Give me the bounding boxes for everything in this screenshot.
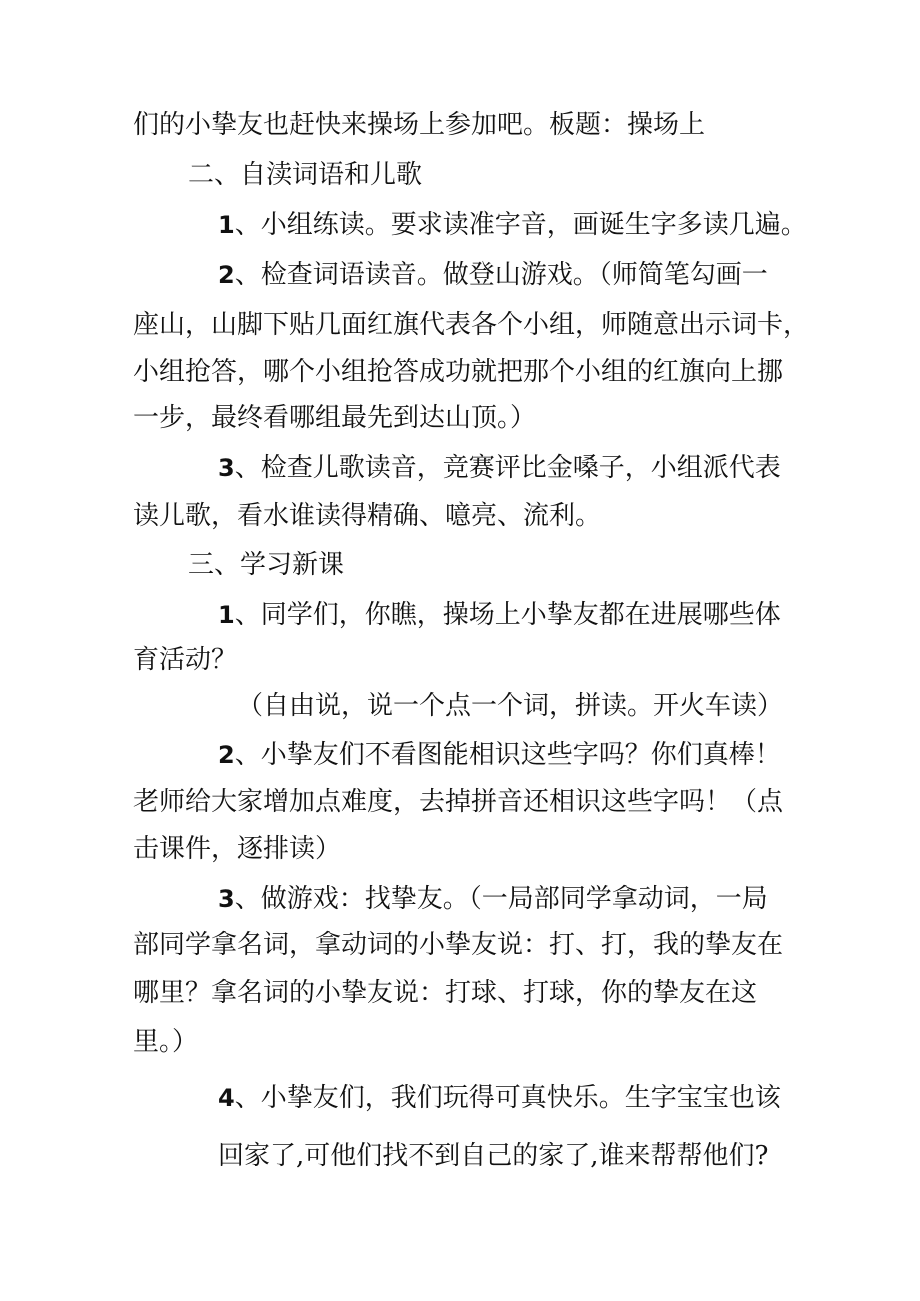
line-text: 读儿歌，看水谁读得精确、噫亮、流利。 xyxy=(133,501,602,531)
line-text: 小组抢答，哪个小组抢答成功就把那个小组的红旗向上挪 xyxy=(133,357,784,387)
line-text: 里。） xyxy=(133,1027,199,1057)
text-line xyxy=(133,643,237,677)
line-text: 一步，最终看哪组最先到达山顶。） xyxy=(133,403,537,433)
line-text: 、检查儿歌读音，竞赛评比金嗓子，小组派代表 xyxy=(234,453,781,483)
item-number: 2 xyxy=(218,741,235,769)
text-line xyxy=(133,928,783,962)
text-line xyxy=(133,401,536,435)
text-line xyxy=(218,598,781,632)
item-number: 4 xyxy=(218,1084,235,1112)
line-text: 育活动？ xyxy=(133,645,238,675)
item-number: 3 xyxy=(218,454,235,482)
text-line xyxy=(218,208,807,242)
text-line xyxy=(133,355,783,389)
text-line xyxy=(133,108,705,142)
text-line xyxy=(133,976,757,1010)
line-text: 哪里？拿名词的小挚友说：打球、打球，你的挚友在这 xyxy=(133,978,758,1008)
line-text: （自由说，说一个点一个词，拼读。开火车读） xyxy=(237,691,784,721)
line-text: 、做游戏：找挚友。（一局部同学拿动词，一局 xyxy=(234,884,768,914)
text-line xyxy=(133,832,341,866)
line-text: 、小挚友们，我们玩得可真快乐。生字宝宝也该 xyxy=(234,1083,781,1113)
line-text: 二、自渎词语和儿歌 xyxy=(188,160,423,190)
item-number: 2 xyxy=(218,261,235,289)
text-line xyxy=(218,1081,781,1115)
section-heading xyxy=(188,548,344,582)
text-line xyxy=(218,451,781,485)
line-text: 、小组练读。要求读准字音，画诞生字多读几遍。 xyxy=(234,210,807,240)
item-number: 1 xyxy=(218,211,235,239)
text-line xyxy=(237,689,783,723)
line-text: 回家了,可他们找不到自己的家了,谁来帮帮他们? xyxy=(218,1141,769,1171)
line-text: 部同学拿名词，拿动词的小挚友说：打、打，我的挚友在 xyxy=(133,930,784,960)
line-text: 老师给大家增加点难度，去掉拼音还相识这些字吗！（点 xyxy=(133,787,784,817)
item-number: 1 xyxy=(218,601,235,629)
text-line xyxy=(218,1139,768,1173)
text-line xyxy=(133,1025,198,1059)
line-text: 击课件，逐排读） xyxy=(133,834,342,864)
item-number: 3 xyxy=(218,885,235,913)
text-line xyxy=(133,499,601,533)
line-text: 、小挚友们不看图能相识这些字吗？你们真棒！ xyxy=(234,740,781,770)
line-text: 们的小挚友也赶快来操场上参加吧。板题：操场上 xyxy=(133,110,706,140)
text-line xyxy=(218,258,768,292)
text-line xyxy=(218,882,768,916)
section-heading xyxy=(188,158,422,192)
line-text: 、检查词语读音。做登山游戏。（师简笔勾画一 xyxy=(234,260,768,290)
line-text: 座山，山脚下贴几面红旗代表各个小组，师随意出示词卡， xyxy=(133,310,810,340)
text-line xyxy=(133,308,809,342)
text-line xyxy=(133,785,783,819)
text-line xyxy=(218,738,781,772)
line-text: 三、学习新课 xyxy=(188,550,345,580)
line-text: 、同学们，你瞧，操场上小挚友都在进展哪些体 xyxy=(234,600,781,630)
